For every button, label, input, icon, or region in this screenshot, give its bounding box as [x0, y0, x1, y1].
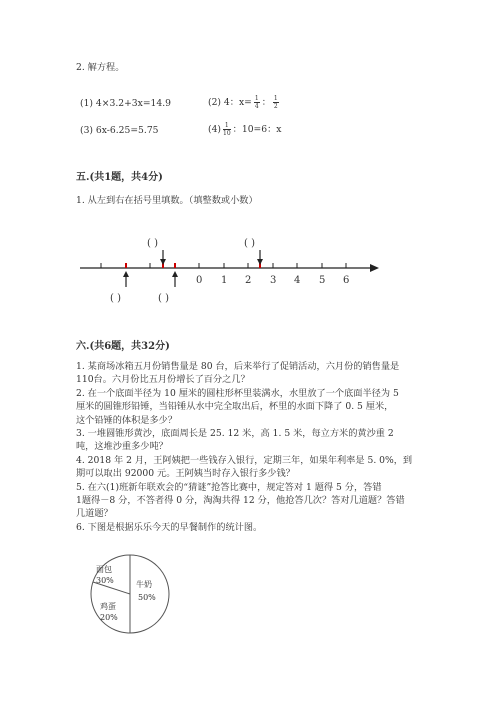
slice-label-bread: 面包 — [96, 565, 112, 574]
part2-title: 2. 解方程。 — [76, 62, 125, 73]
fraction-denominator: 4 — [254, 103, 259, 110]
equation-2-prefix: (2) 4：x= — [208, 97, 252, 108]
equation-4-prefix: (4) — [208, 124, 222, 135]
fraction-1-4 — [254, 95, 260, 110]
up-arrow-icon — [123, 271, 129, 287]
tick-label-5: 5 — [319, 275, 326, 286]
fraction-numerator: 1 — [224, 122, 229, 129]
breakfast-pie-chart — [80, 552, 180, 636]
blank-paren-top-2: ( ) — [244, 238, 255, 249]
question-line: 3. 一堆圆锥形黄沙，底面周长是 25. 12 米，高 1. 5 米，每立方米的黄沙重 2 — [76, 428, 394, 440]
question-line: 这个铅锤的体积是多少？ — [76, 414, 178, 426]
equation-3: (3) 6x-6.25=5.75 — [80, 125, 159, 136]
section-5-question-1: 1. 从左到右在括号里填数。（填整数或小数） — [76, 195, 258, 206]
question-line: 2. 在一个底面半径为 10 厘米的圆柱形杯里装满水，水里放了一个底面半径为 5 — [76, 387, 399, 399]
fraction-1-10 — [223, 122, 231, 137]
tick-label-6: 6 — [343, 275, 350, 286]
question-line: 1题得－8 分，不答者得 0 分，淘淘共得 12 分，他抢答几次？答对几道题？答错 — [76, 495, 405, 507]
equation-4 — [208, 120, 281, 140]
slice-label-egg: 鸡蛋 — [100, 602, 116, 611]
question-line: 5. 在六(1)班新年联欢会的“猜谜”抢答比赛中，规定答对 1 题得 5 分，答错 — [76, 481, 382, 493]
slice-pct-bread: 30% — [96, 576, 114, 585]
number-line — [70, 230, 390, 310]
equation-1: (1) 4×3.2+3x=14.9 — [80, 98, 171, 109]
fraction-denominator: 2 — [273, 103, 278, 110]
question-line: 6. 下图是根据乐乐今天的早餐制作的统计图。 — [76, 521, 263, 533]
fraction-1-2 — [273, 95, 279, 110]
question-line: 110台。六月份比五月份增长了百分之几？ — [76, 374, 250, 386]
fraction-numerator: 1 — [254, 95, 259, 102]
down-arrow-icon — [257, 250, 263, 265]
tick-label-2: 2 — [245, 275, 252, 286]
fraction-numerator: 1 — [273, 95, 278, 102]
section-5-title: 五.(共1题，共4分) — [76, 172, 163, 183]
blank-paren-top-1: ( ) — [147, 238, 158, 249]
tick-label-1: 1 — [221, 275, 228, 286]
tick-marks — [101, 263, 346, 268]
down-arrow-icon — [160, 250, 166, 265]
question-line: 几道题？ — [76, 508, 113, 520]
section-6-questions — [76, 360, 412, 534]
question-line: 4. 2018 年 2 月，王阿姨把一些钱存入银行，定期三年，如果年利率是 5. 0%，到 — [76, 454, 413, 466]
fraction-denominator: 10 — [223, 130, 231, 137]
blank-paren-bottom-1: ( ) — [110, 293, 121, 304]
tick-label-3: 3 — [270, 275, 277, 286]
slice-label-milk: 牛奶 — [136, 580, 152, 589]
question-line: 吨，这堆沙重多少吨？ — [76, 441, 168, 453]
tick-label-0: 0 — [196, 275, 203, 286]
slice-pct-milk: 50% — [138, 593, 156, 602]
question-line: 1. 某商场冰箱五月份销售量是 80 台，后来举行了促销活动，六月份的销售量是 — [76, 361, 400, 372]
question-line: 厘米的圆锥形铅锤，当铅锤从水中完全取出后，杯里的水面下降了 0. 5 厘米， — [76, 401, 394, 413]
number-line-arrowhead — [370, 264, 379, 272]
question-line: 期可以取出 92000 元。王阿姨当时存入银行多少钱？ — [76, 468, 295, 480]
equation-4-suffix: ：10=6：x — [232, 124, 282, 135]
blank-paren-bottom-2: ( ) — [158, 293, 169, 304]
tick-label-4: 4 — [294, 275, 301, 286]
ratio-colon: ： — [261, 97, 271, 108]
equation-2 — [208, 93, 281, 113]
section-6-title: 六.(共6题，共32分) — [76, 341, 170, 352]
slice-pct-egg: 20% — [100, 613, 118, 622]
up-arrow-icon — [172, 271, 178, 287]
